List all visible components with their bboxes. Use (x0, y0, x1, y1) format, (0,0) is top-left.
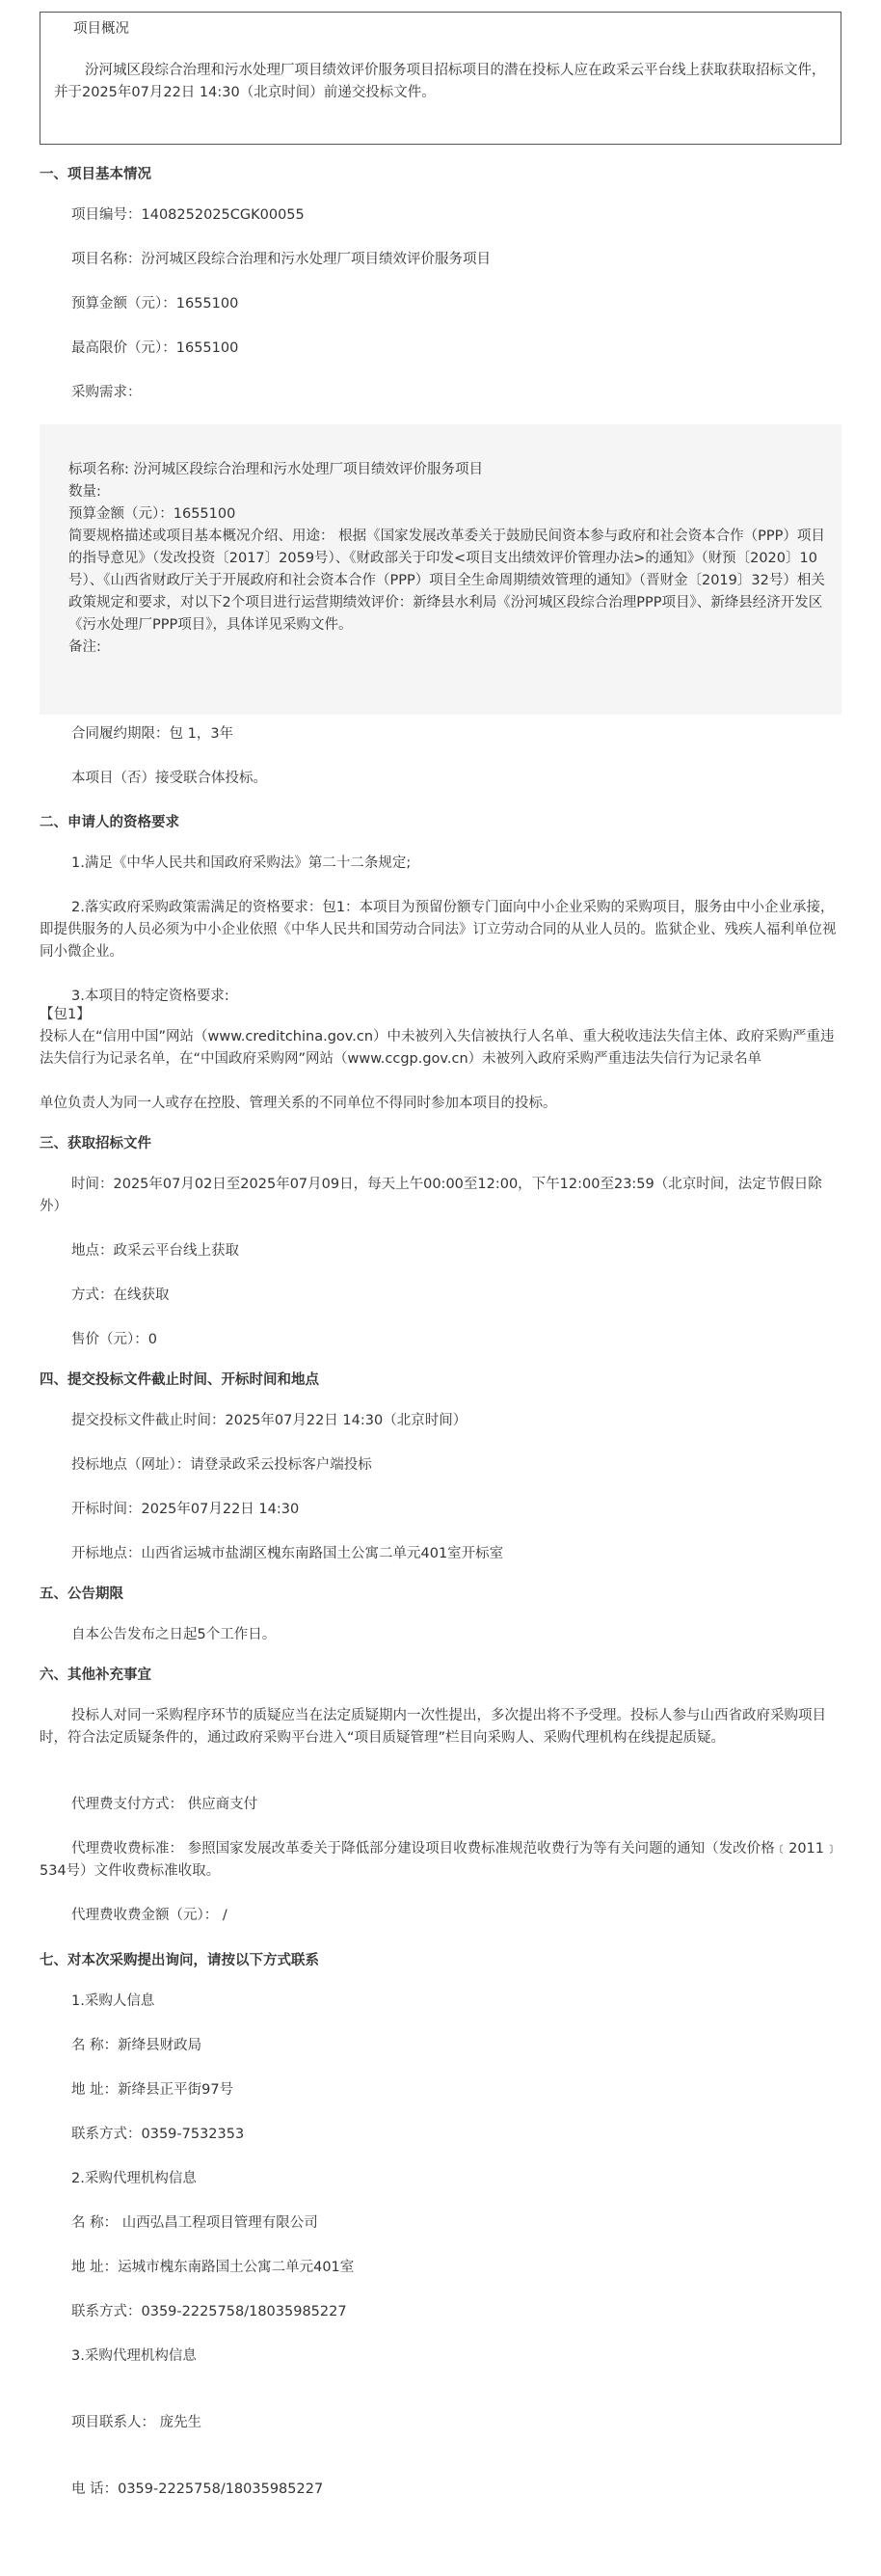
complaint-text: 投标人对同一采购程序环节的质疑应当在法定质疑期内一次性提出，多次提出将不予受理。投标人参与山西省政府采购项目时，符合法定质疑条件的，通过政府采购平台进入“项目质疑管理”栏目向采购人、采购代理机构在线提起质疑。 (40, 1708, 826, 1746)
purchaser-info-title: 1.采购人信息 (71, 1993, 155, 2009)
agency-contact-title: 3.采购代理机构信息 (71, 2348, 197, 2364)
notice-period-text: 自本公告发布之日起5个工作日。 (71, 1627, 277, 1642)
purchaser-name: 名 称：新绛县财政局 (71, 2038, 202, 2053)
qualification-item-1: 1.满足《中华人民共和国政府采购法》第二十二条规定; (71, 855, 412, 871)
consortium-note: 本项目（否）接受联合体投标。 (71, 771, 267, 786)
project-number: 项目编号：1408252025CGK00055 (71, 207, 305, 223)
document-price: 售价（元）：0 (71, 1332, 157, 1347)
opening-place: 开标地点：山西省运城市盐湖区槐东南路国土公寓二单元401室开标室 (71, 1546, 504, 1561)
budget-amount: 预算金额（元）：1655100 (71, 296, 239, 312)
lot-budget: 预算金额（元）：1655100 (68, 506, 236, 522)
purchaser-phone: 联系方式：0359-7532353 (71, 2127, 245, 2142)
submission-place: 投标地点（网址）：请登录政采云投标客户端投标 (71, 1457, 372, 1473)
purchaser-address: 地 址：新绛县正平街97号 (71, 2082, 234, 2098)
lot-quantity: 数量: (68, 484, 101, 500)
lot-description: 简要规格描述或项目基本概况介绍、用途： 根据《国家发展改革委关于鼓励民间资本参与政府和社会资本合作（PPP）项目的指导意见》（发改投资〔2017〕2059号）、《财政部关于印发<项目支出绩效评价管理办法>的通知》（财预〔2020〕10号）、《山西省财政厅关于开展政府和社会资本合作（PPP）项目全生命周期绩效管理的通知》（晋财金〔2019〕32号）相关政策规定和要求，对以下2个项目进行运营期绩效评价：新绛县水利局《汾河城区段综合治理PPP项目》、新绛县经济开发区《污水处理厂PPP项目》，具体详见采购文件。 (68, 529, 825, 633)
section-title-contact: 七、对本次采购提出询问，请按以下方式联系 (40, 1953, 319, 1968)
lot-remark: 备注: (68, 639, 101, 655)
overview-title: 项目概况 (73, 21, 129, 37)
section-title-basic-info: 一、项目基本情况 (40, 167, 151, 182)
obtain-method: 方式：在线获取 (71, 1288, 170, 1303)
agency-phone: 联系方式：0359-2225758/18035985227 (71, 2304, 347, 2319)
project-contact-person: 项目联系人： 庞先生 (71, 2415, 202, 2430)
agency-info-title: 2.采购代理机构信息 (71, 2171, 197, 2186)
credit-requirement: 投标人在“信用中国”网站（www.creditchina.gov.cn）中未被列入失信被执行人名单、重大税收违法失信主体、政府采购严重违法失信行为记录名单，在“中国政府采购网”网站（www.ccgp.gov.cn）未被列入政府采购严重违法失信行为记录名单 (40, 1029, 835, 1067)
project-contact-phone: 电 话：0359-2225758/18035985227 (71, 2481, 324, 2497)
section-title-qualification: 二、申请人的资格要求 (40, 815, 179, 830)
demand-label: 采购需求： (71, 385, 142, 400)
obtain-place: 地点：政采云平台线上获取 (71, 1243, 239, 1259)
section-title-notice-period: 五、公告期限 (40, 1586, 123, 1602)
contract-period: 合同履约期限：包 1，3年 (71, 726, 234, 742)
opening-time: 开标时间：2025年07月22日 14:30 (71, 1502, 300, 1517)
project-name: 项目名称：汾河城区段综合治理和污水处理厂项目绩效评价服务项目 (71, 252, 491, 267)
lot-details-box (40, 424, 841, 715)
section-title-deadline: 四、提交投标文件截止时间、开标时间和地点 (40, 1372, 319, 1388)
section-title-obtain-docs: 三、获取招标文件 (40, 1136, 151, 1152)
section-title-other-matters: 六、其他补充事宜 (40, 1668, 151, 1683)
max-price: 最高限价（元）：1655100 (71, 340, 239, 356)
lot-tag: 【包1】 (40, 1007, 91, 1022)
qualification-item-2: 2.落实政府采购政策需满足的资格要求：包1：本项目为预留份额专门面向中小企业采购的采购项目，服务由中小企业承接，即提供服务的人员必须为中小企业依照《中华人民共和国劳动合同法》订立劳动合同的从业人员的。监狱企业、残疾人福利单位视同小微企业。 (40, 900, 837, 960)
qualification-item-3: 3.本项目的特定资格要求: (71, 989, 229, 1004)
submission-deadline: 提交投标文件截止时间：2025年07月22日 14:30（北京时间） (71, 1413, 467, 1428)
agency-fee-amount: 代理费收费金额（元）： / (71, 1908, 227, 1923)
agency-fee-method: 代理费支付方式： 供应商支付 (71, 1797, 258, 1812)
obtain-time: 时间：2025年07月02日至2025年07月09日，每天上午00:00至12:00，下午12:00至23:59（北京时间，法定节假日除外） (40, 1177, 822, 1214)
agency-name: 名 称： 山西弘昌工程项目管理有限公司 (71, 2215, 318, 2231)
lot-name: 标项名称: 汾河城区段综合治理和污水处理厂项目绩效评价服务项目 (68, 462, 483, 477)
agency-fee-standard: 代理费收费标准： 参照国家发展改革委关于降低部分建设项目收费标准规范收费行为等有关问题的通知（发改价格﹝2011﹞534号）文件收费标准收取。 (40, 1841, 839, 1879)
agency-address: 地 址：运城市槐东南路国土公寓二单元401室 (71, 2260, 355, 2275)
overview-box (40, 12, 841, 145)
overview-text: 汾河城区段综合治理和污水处理厂项目绩效评价服务项目招标项目的潜在投标人应在政采云平台线上获取获取招标文件，并于2025年07月22日 14:30（北京时间）前递交投标文件。 (54, 63, 826, 100)
same-person-requirement: 单位负责人为同一人或存在控股、管理关系的不同单位不得同时参加本项目的投标。 (40, 1096, 557, 1111)
